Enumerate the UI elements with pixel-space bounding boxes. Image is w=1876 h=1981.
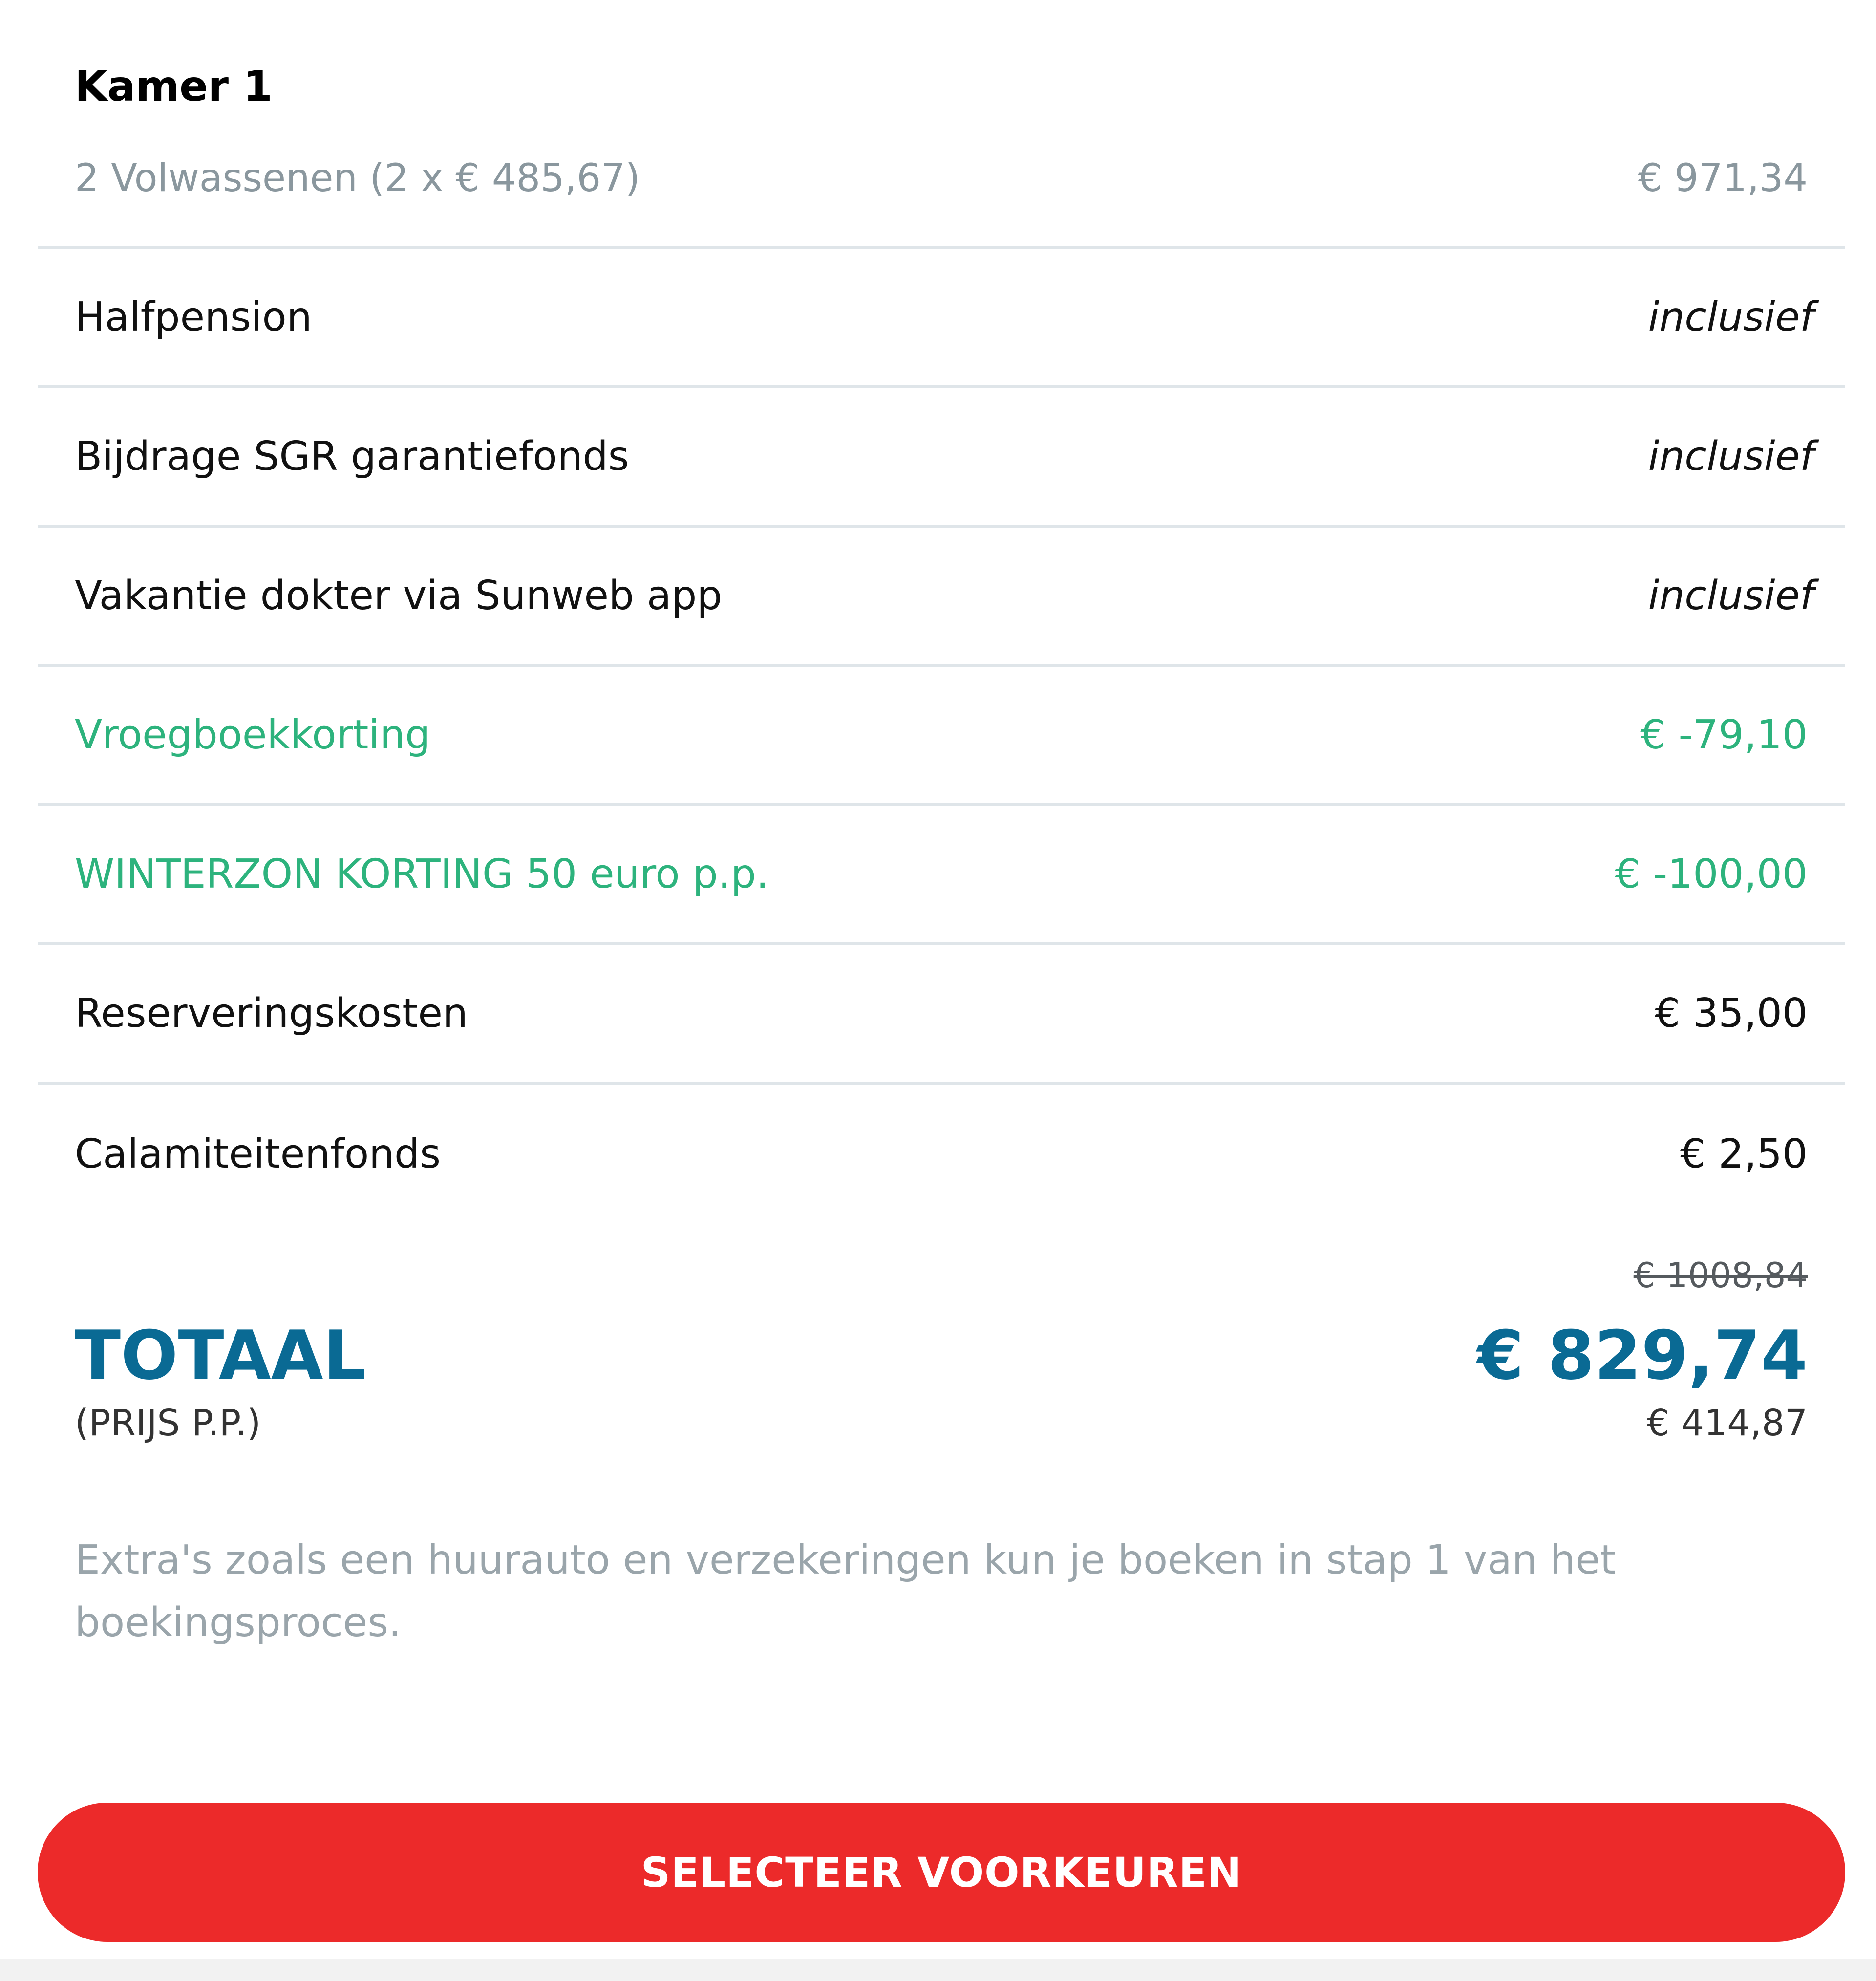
price-line-label: WINTERZON KORTING 50 euro p.p. bbox=[75, 851, 769, 897]
extras-note: Extra's zoals een huurauto en verzekeringen kun je boeken in stap 1 van het boekingsproces. bbox=[75, 1537, 1616, 1646]
price-line-calamiteitenfonds bbox=[38, 1085, 1845, 1224]
price-line-reserveringskosten bbox=[38, 945, 1845, 1085]
total-label: TOTAAL bbox=[75, 1316, 366, 1395]
price-line-value: € 2,50 bbox=[1680, 1131, 1808, 1177]
price-line-vakantie-dokter bbox=[38, 528, 1845, 667]
price-line-label: Calamiteitenfonds bbox=[75, 1131, 441, 1177]
total-price: € 829,74 bbox=[1477, 1316, 1808, 1395]
old-total-price: € 1008,84 bbox=[1633, 1256, 1808, 1296]
price-per-person-value: € 414,87 bbox=[1646, 1402, 1808, 1444]
price-line-value: € -100,00 bbox=[1615, 851, 1808, 897]
price-line-label: Vroegboekkorting bbox=[75, 712, 431, 758]
price-line-value: € 35,00 bbox=[1655, 990, 1808, 1037]
price-line-label: Reserveringskosten bbox=[75, 990, 468, 1037]
price-line-value: inclusief bbox=[1648, 573, 1814, 619]
price-line-value: € -79,10 bbox=[1640, 712, 1808, 758]
price-line-winterzon-korting bbox=[38, 806, 1845, 945]
price-line-sgr bbox=[38, 388, 1845, 528]
price-line-value: inclusief bbox=[1648, 294, 1814, 341]
price-line-label: Halfpension bbox=[75, 294, 312, 341]
select-preferences-button[interactable]: SELECTEER VOORKEUREN bbox=[38, 1803, 1845, 1942]
price-line-adults bbox=[38, 110, 1845, 249]
price-line-value: € 971,34 bbox=[1638, 156, 1808, 200]
room-title: Kamer 1 bbox=[75, 62, 273, 111]
price-line-label: 2 Volwassenen (2 x € 485,67) bbox=[75, 156, 640, 200]
price-line-label: Bijdrage SGR garantiefonds bbox=[75, 433, 629, 480]
price-line-label: Vakantie dokter via Sunweb app bbox=[75, 573, 723, 619]
price-per-person-label: (PRIJS P.P.) bbox=[75, 1402, 261, 1444]
price-line-value: inclusief bbox=[1648, 433, 1814, 480]
price-line-vroegboekkorting bbox=[38, 667, 1845, 806]
bottom-divider bbox=[0, 1959, 1876, 1981]
price-line-halfpension bbox=[38, 249, 1845, 388]
